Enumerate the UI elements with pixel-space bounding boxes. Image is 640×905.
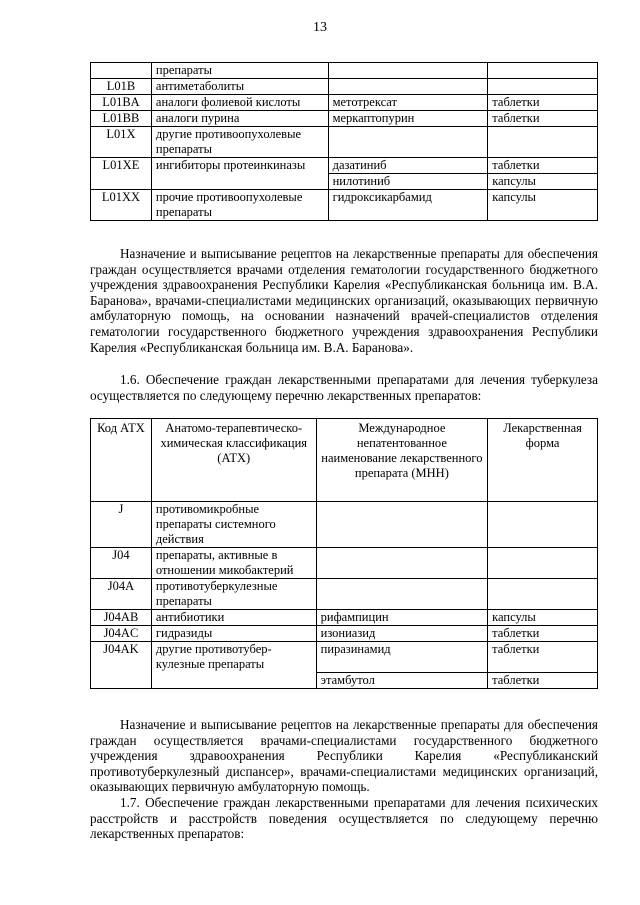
- dosage-form-cell: капсулы: [488, 610, 598, 626]
- atc-class-cell: противотуберкулезные препараты: [151, 579, 316, 610]
- dosage-form-cell: таблетки: [488, 673, 598, 689]
- atc-code-cell: L01BA: [91, 95, 152, 111]
- atc-class-cell: другие противоопухолевые препараты: [151, 127, 328, 158]
- atc-code-cell: [91, 63, 152, 79]
- inn-cell: дазатиниб: [328, 158, 488, 174]
- table-row: [91, 95, 598, 111]
- inn-header: Международное непатентованное наименование лекарственного препарата (МНН): [316, 419, 488, 502]
- inn-cell: рифампицин: [316, 610, 488, 626]
- dosage-form-cell: таблетки: [488, 158, 598, 174]
- dosage-form-cell: таблетки: [488, 95, 598, 111]
- atc-class-cell: аналоги пурина: [151, 111, 328, 127]
- table-row: [91, 548, 598, 579]
- table-row: [91, 626, 598, 642]
- dosage-form-cell: таблетки: [488, 642, 598, 673]
- atc-class-cell: антибиотики: [151, 610, 316, 626]
- inn-cell: [328, 79, 488, 95]
- atc-code-cell: J04: [91, 548, 152, 579]
- atc-class-header: Анатомо-терапевтическо-химическая классификация (АТХ): [151, 419, 316, 502]
- page-number: 13: [313, 20, 327, 35]
- inn-cell: нилотиниб: [328, 174, 488, 190]
- dosage-form-header: Лекарственная форма: [488, 419, 598, 502]
- prescribing-paragraph-hematology: Назначение и выписывание рецептов на лекарственные препараты для обеспечения граждан осуществляется врачами отделения гематологии государственного бюджетного учреждения здравоохранения Республики Карелия «Республиканская больница им. В.А. Баранова», врачами-специалистами медицинских организаций, оказывающих первичную амбулаторную помощь, на основании назначений врачей-специалистов отделения гематологии государственного бюджетного учреждения здравоохранения Республики Карелия «Республиканская больница им. В.А. Баранова».: [90, 246, 598, 355]
- table-row: [91, 127, 598, 158]
- dosage-form-cell: [488, 579, 598, 610]
- dosage-form-cell: капсулы: [488, 190, 598, 221]
- inn-cell: [316, 502, 488, 548]
- dosage-form-cell: [488, 79, 598, 95]
- atc-code-cell: L01B: [91, 79, 152, 95]
- dosage-form-cell: [488, 63, 598, 79]
- section-1-6-paragraph: 1.6. Обеспечение граждан лекарственными препаратами для лечения туберкулеза осуществляется по следующему перечню лекарственных препаратов:: [90, 372, 598, 403]
- atc-code-cell: L01XX: [91, 190, 152, 221]
- atc-class-cell: препараты, активные в отношении микобактерий: [151, 548, 316, 579]
- atc-code-cell: J04A: [91, 579, 152, 610]
- prescribing-paragraph-tuberculosis: Назначение и выписывание рецептов на лекарственные препараты для обеспечения граждан осуществляется врачами-специалистами государственного бюджетного учреждения здравоохранения Республики Карелия «Республиканский противотуберкулезный диспансер», врачами-специалистами медицинских организаций, оказывающих первичную амбулаторную помощь.: [90, 717, 598, 795]
- dosage-form-cell: таблетки: [488, 111, 598, 127]
- section-1-7-paragraph: 1.7. Обеспечение граждан лекарственными препаратами для лечения психических расстройств и расстройств поведения осуществляется по следующему перечню лекарственных препаратов:: [90, 795, 598, 842]
- inn-cell: этамбутол: [316, 673, 488, 689]
- atc-class-cell: препараты: [151, 63, 328, 79]
- dosage-form-cell: [488, 127, 598, 158]
- dosage-form-cell: [488, 548, 598, 579]
- dosage-form-cell: капсулы: [488, 174, 598, 190]
- dosage-form-cell: [488, 502, 598, 548]
- dosage-form-cell: таблетки: [488, 626, 598, 642]
- atc-code-cell: J: [91, 502, 152, 548]
- inn-cell: пиразинамид: [316, 642, 488, 673]
- atc-code-cell: L01BB: [91, 111, 152, 127]
- inn-cell: метотрексат: [328, 95, 488, 111]
- atc-class-cell: противомикробные препараты системного действия: [151, 502, 316, 548]
- atc-code-cell: J04AC: [91, 626, 152, 642]
- inn-cell: [316, 548, 488, 579]
- atc-class-cell: гидразиды: [151, 626, 316, 642]
- table-row: [91, 502, 598, 548]
- atc-class-cell: антиметаболиты: [151, 79, 328, 95]
- atc-class-cell: аналоги фолиевой кислоты: [151, 95, 328, 111]
- table-row: [91, 579, 598, 610]
- inn-cell: меркаптопурин: [328, 111, 488, 127]
- table-row: [91, 79, 598, 95]
- table-row: [91, 63, 598, 79]
- inn-cell: [316, 579, 488, 610]
- table-row: [91, 158, 598, 174]
- inn-cell: [328, 127, 488, 158]
- table-row: [91, 111, 598, 127]
- atc-code-header: Код АТХ: [91, 419, 152, 502]
- atc-class-cell: прочие противоопухолевые препараты: [151, 190, 328, 221]
- table-row: [91, 190, 598, 221]
- medicines-table-hematology: [90, 62, 598, 221]
- atc-code-cell: L01XE: [91, 158, 152, 190]
- atc-class-cell: другие противотубер-кулезные препараты: [151, 642, 316, 689]
- atc-class-cell: ингибиторы протеинкиназы: [151, 158, 328, 190]
- table-row: [91, 610, 598, 626]
- atc-code-cell: J04AK: [91, 642, 152, 689]
- inn-cell: изониазид: [316, 626, 488, 642]
- inn-cell: гидроксикарбамид: [328, 190, 488, 221]
- table-row: [91, 642, 598, 673]
- medicines-table-tuberculosis: [90, 418, 598, 689]
- atc-code-cell: J04AB: [91, 610, 152, 626]
- table-header-row: [91, 419, 598, 502]
- atc-code-cell: L01X: [91, 127, 152, 158]
- inn-cell: [328, 63, 488, 79]
